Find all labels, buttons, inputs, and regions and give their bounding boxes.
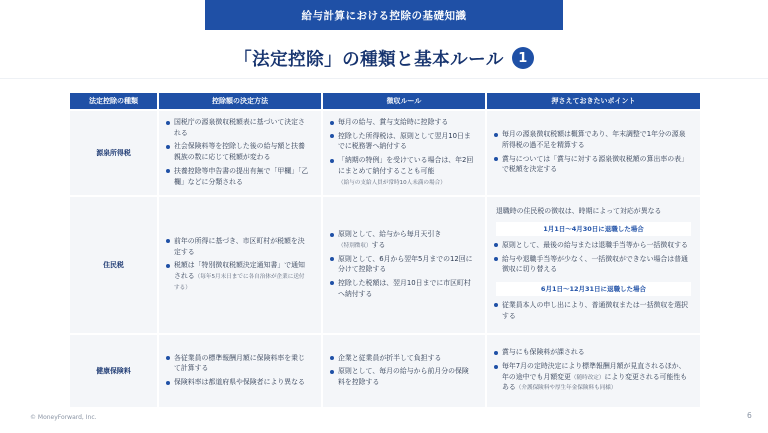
table-row xyxy=(70,335,700,407)
list-item-note: （随時改定） xyxy=(570,374,605,381)
row-category: 源泉所得税 xyxy=(70,111,157,195)
list-item: 保険料率は都道府県や保険者により異なる xyxy=(166,377,310,388)
title-number-badge: 1 xyxy=(512,47,534,69)
column-header: 徴収ルール xyxy=(323,93,485,109)
row-category: 住民税 xyxy=(70,197,157,333)
list-item-text: により変更される可能性もある xyxy=(502,372,688,392)
list-item-note: （給与の支給人員が常時10人未満の場合） xyxy=(338,179,446,186)
points-cell xyxy=(487,197,700,333)
method-cell xyxy=(159,197,321,333)
list-item: 前年の所得に基づき、市区町村が税額を決定する xyxy=(166,236,310,257)
list-item xyxy=(166,260,310,292)
list-item: 原則として、最後の給与または退職手当等から一括徴収する xyxy=(494,240,689,251)
list-item-text: 「納期の特例」を受けている場合は、年2回にまとめて納付することも可能 xyxy=(338,156,474,175)
list-item: 毎月の給与、賞与支給時に控除する xyxy=(330,117,474,128)
list-item-text: する xyxy=(371,240,386,249)
list-item-text: 原則として、給与から毎月天引き xyxy=(338,230,442,239)
row-category: 健康保険料 xyxy=(70,335,157,407)
list-item: 給与や退職手当等が少なく、一括徴収ができない場合は普通徴収に切り替える xyxy=(494,254,689,275)
column-header: 押さえておきたいポイント xyxy=(487,93,700,109)
points-intro: 退職時の住民税の徴収は、時期によって対応が異なる xyxy=(496,207,662,216)
list-item xyxy=(330,155,474,187)
list-item: 従業員本人の申し出により、普通徴収または一括徴収を選択する xyxy=(494,300,689,321)
page-title-text: 「法定控除」の種類と基本ルール xyxy=(234,49,504,70)
deduction-table xyxy=(68,91,702,409)
method-cell xyxy=(159,111,321,195)
table-row xyxy=(70,197,700,333)
method-cell xyxy=(159,335,321,407)
list-item-note: （特別徴収） xyxy=(338,242,372,249)
page-number: 6 xyxy=(747,411,752,420)
points-cell xyxy=(487,335,700,407)
retire-period-label: 1月1日〜4月30日に退職した場合 xyxy=(496,222,691,236)
list-item-text: 税額は「特別徴収税額決定通知書」で通知される xyxy=(174,261,305,281)
list-item: 各従業員の標準報酬月額に保険料率を乗じて計算する xyxy=(166,353,310,374)
list-item xyxy=(330,229,474,250)
list-item: 国税庁の源泉徴収税額表に基づいて決定される xyxy=(166,117,310,138)
column-header: 法定控除の種類 xyxy=(70,93,157,109)
list-item xyxy=(494,361,689,393)
page-title xyxy=(0,42,768,74)
list-item: 控除した所得税は、原則として翌月10日までに税務署へ納付する xyxy=(330,131,474,152)
list-item-note: （介護保険料や厚生年金保険料も同様） xyxy=(515,385,617,392)
list-item: 扶養控除等申告書の提出有無で「甲欄」「乙欄」などに分類される xyxy=(166,166,310,187)
list-item-note: （毎年5月末日までに各自治体が企業に送付する） xyxy=(174,274,305,291)
table-header-row xyxy=(70,93,700,109)
collection-cell xyxy=(323,335,485,407)
collection-cell xyxy=(323,111,485,195)
section-banner: 給与計算における控除の基礎知識 xyxy=(205,0,563,30)
list-item: 企業と従業員が折半して負担する xyxy=(330,353,474,364)
collection-cell xyxy=(323,197,485,333)
copyright: © MoneyForward, Inc. xyxy=(30,414,97,421)
table-row xyxy=(70,111,700,195)
list-item: 原則として、毎月の給与から前月分の保険料を控除する xyxy=(330,366,474,387)
list-item: 原則として、6月から翌年5月までの12回に分けて控除する xyxy=(330,254,474,275)
points-cell xyxy=(487,111,700,195)
list-item: 社会保険料等を控除した後の給与額と扶養親族の数に応じて税額が変わる xyxy=(166,141,310,162)
list-item: 賞与については「賞与に対する源泉徴収税額の算出率の表」で税額を決定する xyxy=(494,154,689,175)
list-item: 毎月の源泉徴収税額は概算であり、年末調整で1年分の源泉所得税の過不足を精算する xyxy=(494,129,689,150)
retire-period-label: 6月1日〜12月31日に退職した場合 xyxy=(496,282,691,296)
title-divider xyxy=(0,78,768,79)
column-header: 控除額の決定方法 xyxy=(159,93,321,109)
list-item: 控除した税額は、翌月10日までに市区町村へ納付する xyxy=(330,278,474,299)
list-item: 賞与にも保険料が課される xyxy=(494,347,689,358)
list-item-text: 毎年7月の定時決定により標準報酬月額が見直されるほか、年の途中でも月額変更 xyxy=(502,362,686,381)
